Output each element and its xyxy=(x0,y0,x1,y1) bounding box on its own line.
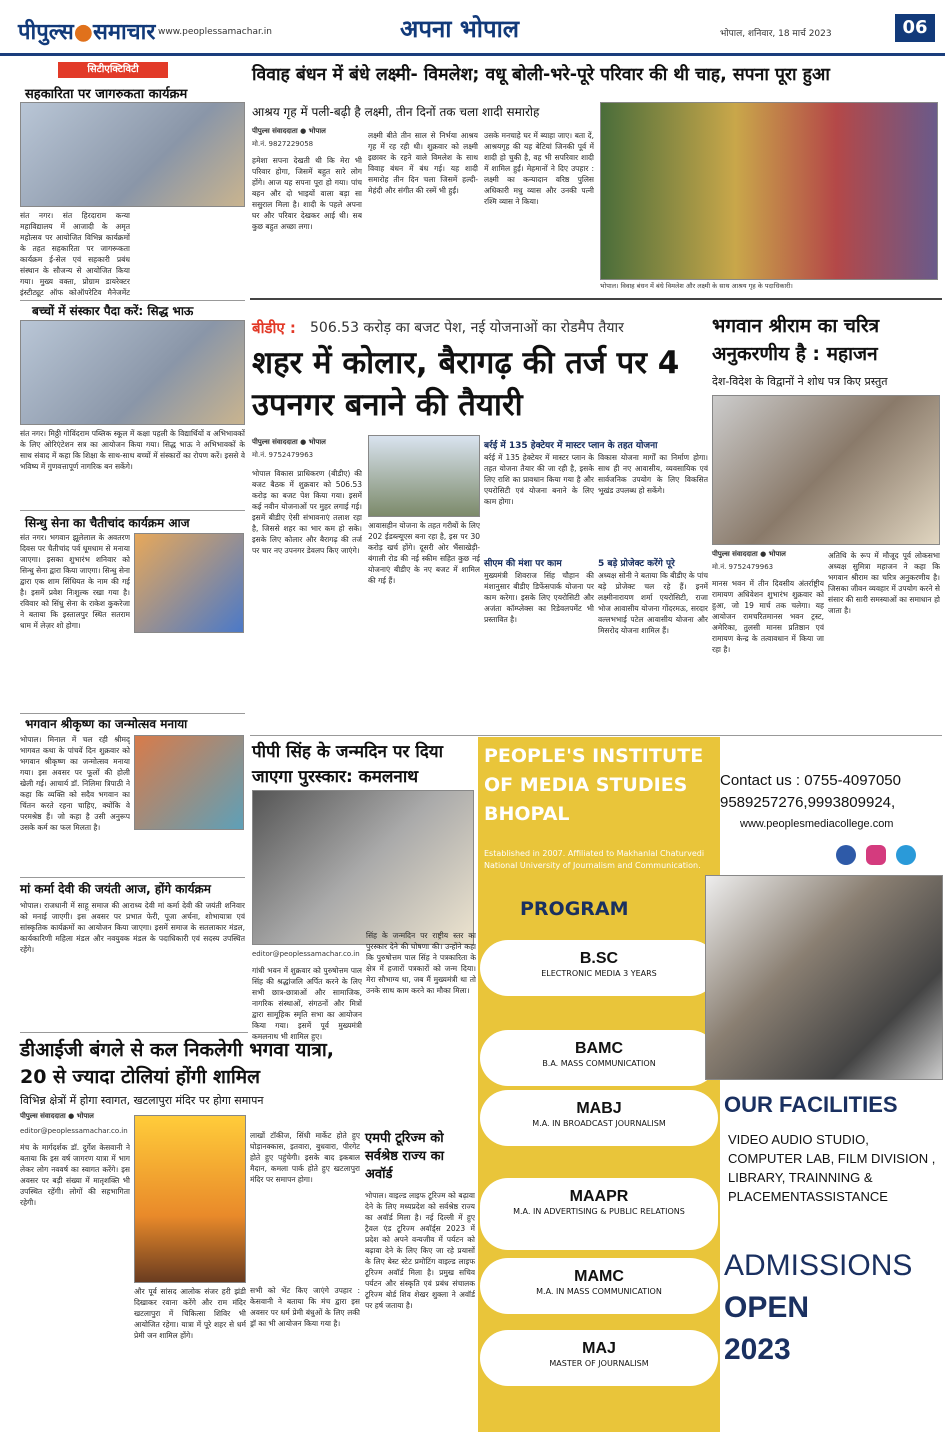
program-item: MAJ MASTER OF JOURNALISM xyxy=(480,1330,718,1386)
s1-body-cont xyxy=(134,210,244,298)
divider xyxy=(250,298,942,300)
mp-headline: एमपी टूरिज्म को सर्वश्रेष्ठ राज्य का अवॉर्ड xyxy=(365,1131,444,1182)
program-item: MABJ M.A. IN BROADCAST JOURNALISM xyxy=(480,1090,718,1146)
bda-body-1: भोपाल विकास प्राधिकरण (बीडीए) की बजट बैठक में शुक्रवार को 506.53 करोड़ का बजट पेश किया गया। इसमें कई नवीन योजनाओं पर मुहर लगाई गई। इसमें बीडीए ऐसी संभावनाएं तलाश रहा है, जिससे शहर का भार कम हो सके। इसके लिए कोलार और बैरागढ़ की तर्ज पर चार नए उपनगर डेवलप किए जाएंगे। xyxy=(252,469,362,555)
ram-body-2: अतिथि के रूप में मौजूद पूर्व लोकसभा अध्यक्ष सुमित्रा महाजन ने कहा कि भगवान श्रीराम का चरित्र अनुकरणीय है। जिसका जीवन व्यवहार में उपयोग करने से संसार की सारी समस्याओं का समाधान हो जाता है। xyxy=(828,551,940,615)
ram-mobile: मो.नं. 9752479963 xyxy=(712,563,774,571)
top-caption: भोपाल। विवाह बंधन में बंधे विमलेश और लक्ष्मी के साथ आश्रय गृह के पदाधिकारी। xyxy=(600,282,793,290)
facebook-icon xyxy=(836,845,856,865)
ad-admissions: ADMISSIONS OPEN 2023 xyxy=(724,1249,913,1366)
twitter-icon xyxy=(896,845,916,865)
date: भोपाल, शनिवार, 18 मार्च 2023 xyxy=(720,29,832,39)
divider xyxy=(20,713,245,714)
pp-body-1: गांधी भवन में शुक्रवार को पुरुषोत्तम पाल सिंह की श्रद्धांजलि अर्पित करने के लिए सभी छात्र-छात्राओं और सामाजिक, नागरिक संस्थाओं, संगठनों और मित्रों द्वारा सामूहिक स्मृति सभा का आयोजन किया गया। इसमें पूर्व मुख्यमंत्री कमलनाथ भी शामिल हुए। xyxy=(252,966,362,1041)
bda-sub-2: सीएम की मंशा पर काम xyxy=(484,559,562,569)
top-body-2: लक्ष्मी बीते तीन साल से निर्भया आश्रय गृह में रह रही थी। शुक्रवार को लक्ष्मी इछावर के रहने वाले विमलेश के साथ विवाह बंधन में बंध गई। यह शादी समारोह तीन दिन चला जिसमें हल्दी-मेहंदी और संगीत की रस्में भी हुईं। xyxy=(368,131,478,195)
dig-email: editor@peoplessamachar.co.in xyxy=(20,1127,128,1135)
top-photo xyxy=(600,102,938,280)
bda-kicker: बीडीए : xyxy=(252,319,296,337)
section-tag: सिटीएक्टिविटी xyxy=(58,62,168,78)
pp-photo xyxy=(252,790,474,945)
s5-title: मां कर्मा देवी की जयंती आज, होंगे कार्यक्रम xyxy=(20,882,211,896)
ram-headline: भगवान श्रीराम का चरित्र अनुकरणीय है : महाजन xyxy=(712,315,880,365)
s1-title: सहकारिता पर जागरुकता कार्यक्रम xyxy=(25,87,188,102)
bda-body-4: मुख्यमंत्री शिवराज सिंह चौहान की मंशानुसार बीडीए डिफेंसपार्क योजना पर काम करेगा। इसके लिए एयरोसिटी और अजंता कॉम्प्लेक्स का रिडेवलपमेंट भी प्रस्तावित है। xyxy=(484,571,594,624)
ad-website: www.peoplesmediacollege.com xyxy=(740,818,894,830)
divider xyxy=(20,300,245,301)
ram-body-1: मानस भवन में तीन दिवसीय अंतर्राष्ट्रीय रामायण अधिवेशन शुभारंभ शुक्रवार को हुआ, जो 19 मार्च तक चलेगा। यह आयोजन रामचरितमानस भवन ट्रस्ट, अमेरिका, तुलसी मानस प्रतिष्ठान एवं रामायण केन्द्र के तत्वावधान में किया जा रहा है। xyxy=(712,579,824,654)
ad-facilities-list: VIDEO AUDIO STUDIO, COMPUTER LAB, FILM DIVISION , LIBRARY, TRAINNING & PLACEMENTASSISTANCE xyxy=(728,1132,936,1204)
bda-body-6: अध्यक्ष सोनी ने बताया कि बीडीए के पांच बड़े प्रोजेक्ट चल रहे हैं। इनमें लक्ष्मीनारायण शर्मा एयरोसिटी, राजा भोज आवासीय योजना गोंदरमऊ, सरदार वल्लभभाई पटेल आवासीय योजना और मिसरोद योजना शामिल हैं। xyxy=(598,571,708,635)
bda-sub-3: 5 बड़े प्रोजेक्ट करेंगे पूरे xyxy=(598,559,675,569)
divider xyxy=(250,735,942,736)
dig-byline: पीपुल्स संवाददाता ● भोपाल xyxy=(20,1112,94,1120)
bda-mobile: मो.नं. 9752479963 xyxy=(252,451,314,459)
program-item: MAMC M.A. IN MASS COMMUNICATION xyxy=(480,1258,718,1314)
ad-contact: Contact us : 0755-4097050 9589257276,9993809924, xyxy=(720,772,901,811)
s3-title: सिन्धु सेना का चैतीचांद कार्यक्रम आज xyxy=(25,516,190,530)
bda-body-2: आवासहीन योजना के तहत गरीबों के लिए 202 ईडब्ल्यूएस बना रहा है, इस पर 30 करोड़ खर्च होंगे। दूसरी ओर भैंसाखेड़ी-बंगाली रोड की नई स्कीम सहित कुछ नई योजनाएं बीडीए के नए बजट में शामिल की गई हैं। xyxy=(368,521,480,585)
bda-headline: शहर में कोलार, बैरागढ़ की तर्ज पर 4 उपनगर बनाने की तैयारी xyxy=(252,345,680,423)
s2-photo xyxy=(20,320,245,425)
bda-byline: पीपुल्स संवाददाता ● भोपाल xyxy=(252,438,326,446)
s4-body: भोपाल। मिनाल में चल रही श्रीमद् भागवत कथा के पांचवें दिन शुक्रवार को भगवान श्रीकृष्ण का जन्मोत्सव मनाया गया। इस अवसर पर फूलों की होली खेली गई। आचार्य डॉ. निलिमा त्रिपाठी ने कहा कि व्यक्ति को सदैव भगवान का चिंतन करते रहना चाहिए, क्योंकि वे परमश्रेष्ठ हैं। जो कहा है उसी अनुरूप उसके कर्म का फल मिलता है। xyxy=(20,735,130,832)
top-subtitle: आश्रय गृह में पली-बढ़ी है लक्ष्मी, तीन दिनों तक चला शादी समारोह xyxy=(252,105,540,119)
top-body-3: उसके मनचाहे घर में ब्याहा जाए। बता दें, आश्रयगृह की यह बेटियां जिनकी पूर्व में शादी हो चुकी है, वह भी सपरिवार शादी में शामिल हुईं। मेहमानों ने दिए उपहार : लक्ष्मी का कन्यादान वरिष्ठ पुलिस अधिकारी मधु व्यास और उनकी पत्नी रश्मि व्यास ने किया। xyxy=(484,131,594,206)
pp-headline: पीपी सिंह के जन्मदिन पर दिया जाएगा पुरस्कार: कमलनाथ xyxy=(252,742,444,787)
s2-title: बच्चों में संस्कार पैदा करें: सिद्ध भाऊ xyxy=(32,304,194,318)
dig-body-1: मंच के मार्गदर्शक डॉ. दुर्गेश केसवानी ने बताया कि इस वर्ष जागरण यात्रा में भाग लेकर लोग नववर्ष का स्वागत करेंगे। इस अवसर पर बड़ी संख्या में मातृशक्ति भी उपस्थित रहेंगी। लोगों की सहभागिता रहेगी। xyxy=(20,1143,130,1207)
s3-photo xyxy=(134,533,244,633)
ad-program-title: PROGRAM xyxy=(520,898,629,920)
pp-email: editor@peoplessamachar.co.in xyxy=(252,950,360,958)
ad-students-photo xyxy=(705,875,943,1080)
dig-body-2: और पूर्व सांसद आलोक संजर हरी झंडी दिखाकर रवाना करेंगे और राम मंदिर खटलापुरा में चिकित्सा शिविर भी आयोजित रहेगा। यात्रा में पूरे शहर से धर्म प्रेमी जन शामिल होंगे। xyxy=(134,1287,246,1340)
divider xyxy=(20,1032,248,1033)
dig-headline: डीआईजी बंगले से कल निकलेगी भगवा यात्रा, 20 से ज्यादा टोलियां होंगी शामिल xyxy=(20,1039,334,1088)
divider xyxy=(20,877,245,878)
s3-body: संत नगर। भगवान झूलेलाल के अवतरण दिवस पर चैतीचांद पर्व धूमधाम से मनाया जाएगा। इसका शुभारंभ शनिवार को सिन्धु सेना द्वारा किया जाएगा। सिन्धु सेना द्वारा एक शाम सिंधियत के नाम की गई है। इसमें प्रवेश निःशुल्क रखा गया है। रविवार को सिंधु सेना के राकेश कुकरेजा ने बताया कि इस्तालपुर स्थित सतराम धाम में लेज़र शो होगा। xyxy=(20,533,130,630)
dig-body-4: सभी को भेंट किए जाएंगे उपहार : केसवानी ने बताया कि मंच द्वारा इस अवसर पर धर्म प्रेमी बंधुओं के लिए लकी ड्रॉ का भी आयोजन किया गया है। xyxy=(250,1286,360,1328)
ram-photo xyxy=(712,395,940,545)
program-item: MAAPR M.A. IN ADVERTISING & PUBLIC RELATIONS xyxy=(480,1178,718,1250)
s4-title: भगवान श्रीकृष्ण का जन्मोत्सव मनाया xyxy=(25,717,188,731)
dig-photo xyxy=(134,1115,246,1283)
top-byline: पीपुल्स संवाददाता ● भोपाल xyxy=(252,127,326,135)
page-number: 06 xyxy=(895,14,935,42)
s5-body: भोपाल। राजधानी में साहू समाज की आराध्य देवी मां कर्मा देवी की जयंती शनिवार को मनाई जाएगी। इस अवसर पर प्रभात फेरी, पूजा अर्चना, शोभायात्रा एवं सांस्कृतिक कार्यक्रमों का आयोजन किया जाएगा। इसमें समाज के सतलाकार मंडल, कार्यकारिणी महिला मंडल और नवयुवक मंडल के पदाधिकारी एवं सदस्य उपस्थित रहेंगे। xyxy=(20,901,245,954)
section-title: अपना भोपाल xyxy=(400,14,520,43)
bda-body-5: विकास योजना मार्गों का निर्माण होगा। साथ ही नए आवासीय, व्यवसायिक एवं सार्वजनिक उपयोग के लिए विकसित भूखंड उपलब्ध हो सकेंगे। xyxy=(598,453,708,495)
dig-subtitle: विभिन्न क्षेत्रों में होगा स्वागत, खटलापुरा मंदिर पर होगा समापन xyxy=(20,1094,264,1107)
s2-body: संत नगर। मिठ्ठी गोविंदराम पब्लिक स्कूल में कक्षा पहली के विद्यार्थियों व अभिभावकों के लिए ओरिएंटेशन सत्र का आयोजन किया गया। सिद्ध भाऊ ने अभिभावकों के साथ संवाद में कहा कि शिक्षा के साथ-साथ बच्चों में संस्कारों का रोपण करें। इससे वे भविष्य में गुणवत्तापूर्ण नागरिक बन सकेंगे। xyxy=(20,429,245,471)
s4-photo xyxy=(134,735,244,830)
bda-photo xyxy=(368,435,480,517)
bda-sub-1: बर्रई में 135 हेक्टेयर में मास्टर प्लान के तहत योजना xyxy=(484,441,658,451)
ram-byline: पीपुल्स संवाददाता ● भोपाल xyxy=(712,550,786,558)
top-body-1: हमेशा सपना देखती थी कि मेरा भी परिवार होगा, जिसमें बहुत सारे लोग होंगे। आज यह सपना पूरा हो गया। पांच बहन और दो भाइयों वाला बड़ा सा ससुराल मिला है। शादी के पहले अपना घर और परिवार देखकर आई थी। सब कुछ बहुत अच्छा लगा। xyxy=(252,156,362,231)
instagram-icon xyxy=(866,845,886,865)
dig-body-3: लाखों टॉकीज, सिंधी मार्केट होते हुए घोड़ानक्कास, इतवारा, बुधवारा, पीरगेट होते हुए पहुंचेगी। इसके बाद इकबाल मैदान, कमला पार्क होते हुए खटलापुरा मंदिर पर समापन होगा। xyxy=(250,1131,360,1184)
ram-subtitle: देश-विदेश के विद्वानों ने शोध पत्र किए प्रस्तुत xyxy=(712,375,888,388)
pp-body-2: सिंह के जन्मदिन पर राष्ट्रीय स्तर का पुरस्कार देने की घोषणा की। उन्होंने कहा कि पुरुषोत्तम पाल सिंह ने पत्रकारिता के क्षेत्र में हजारों पत्रकारों को जन्म दिया। मेरा सौभाग्य था, जब मैं मुख्यमंत्री था तो उनके साथ काम करने का मौका मिला। xyxy=(366,931,476,995)
site-url: www.peoplessamachar.in xyxy=(158,27,272,37)
program-item: BAMC B.A. MASS COMMUNICATION xyxy=(480,1030,718,1086)
s1-body: संत नगर। संत हिरदाराम कन्या महाविद्यालय में आजादी के अमृत महोत्सव पर आयोजित विभिन्न कार्यक्रमों के तहत सहकारिता पर जागरूकता कार्यक्रम ई-सेल एवं सहकारी प्रबंध संस्थान के सौजन्य से आयोजित किया गया। मुख्य वक्ता, प्रोग्राम डायरेक्टर इंस्टीट्यूट ऑफ कोऑपरेटिव मैनेजमेंट xyxy=(20,211,130,297)
top-mobile: मो.नं. 9827229058 xyxy=(252,140,314,148)
ad-institute-name: PEOPLE'S INSTITUTE OF MEDIA STUDIES BHOPAL xyxy=(484,745,704,825)
mp-body: भोपाल। वाइल्ड लाइफ टूरिज्म को बढ़ावा देने के लिए मध्यप्रदेश को सर्वश्रेष्ठ राज्य का अवॉर्ड मिला है। नई दिल्ली में हुए ट्रैवल एंड टूरिज्म अवॉर्ड्स 2023 में प्रदेश को अपने वन्यजीव में पर्यटन को बढ़ावा देने के लिए किए जा रहे प्रयासों के लिए बेस्ट स्टेट प्रमोटिंग वाइल्ड लाइफ टूरिज्म अवॉर्ड मिला है। प्रमुख सचिव पर्यटन और संस्कृति एवं प्रबंध संचालक टूरिज्म बोर्ड शिव शेखर शुक्ला ने अवॉर्ड पर हर्ष जताया है। xyxy=(365,1191,475,1310)
bda-kicker-text: 506.53 करोड़ का बजट पेश, नई योजनाओं का रोडमैप तैयार xyxy=(310,320,624,336)
program-item: B.SC ELECTRONIC MEDIA 3 YEARS xyxy=(480,940,718,996)
s1-photo xyxy=(20,102,245,207)
bda-body-3: बर्रई में 135 हेक्टेयर में मास्टर प्लान के तहत योजना तैयार की जा रही है, इसके लिए राशि का प्रावधान किया गया है और एयरोसिटी एवं योजना बनाने के लिए काम होगा। xyxy=(484,453,594,506)
logo: पीपुल्स●समाचार xyxy=(18,19,156,45)
divider xyxy=(20,510,245,511)
ad-facilities-title: OUR FACILITIES xyxy=(724,1092,898,1117)
ad-established: Established in 2007. Affiliated to Makhanlal Chaturvedi National University of Journalism and Communication. xyxy=(484,849,705,870)
top-headline: विवाह बंधन में बंधे लक्ष्मी- विमलेश; वधू बोली-भरे-पूरे परिवार की थी चाह, सपना पूरा हुआ xyxy=(252,65,830,85)
